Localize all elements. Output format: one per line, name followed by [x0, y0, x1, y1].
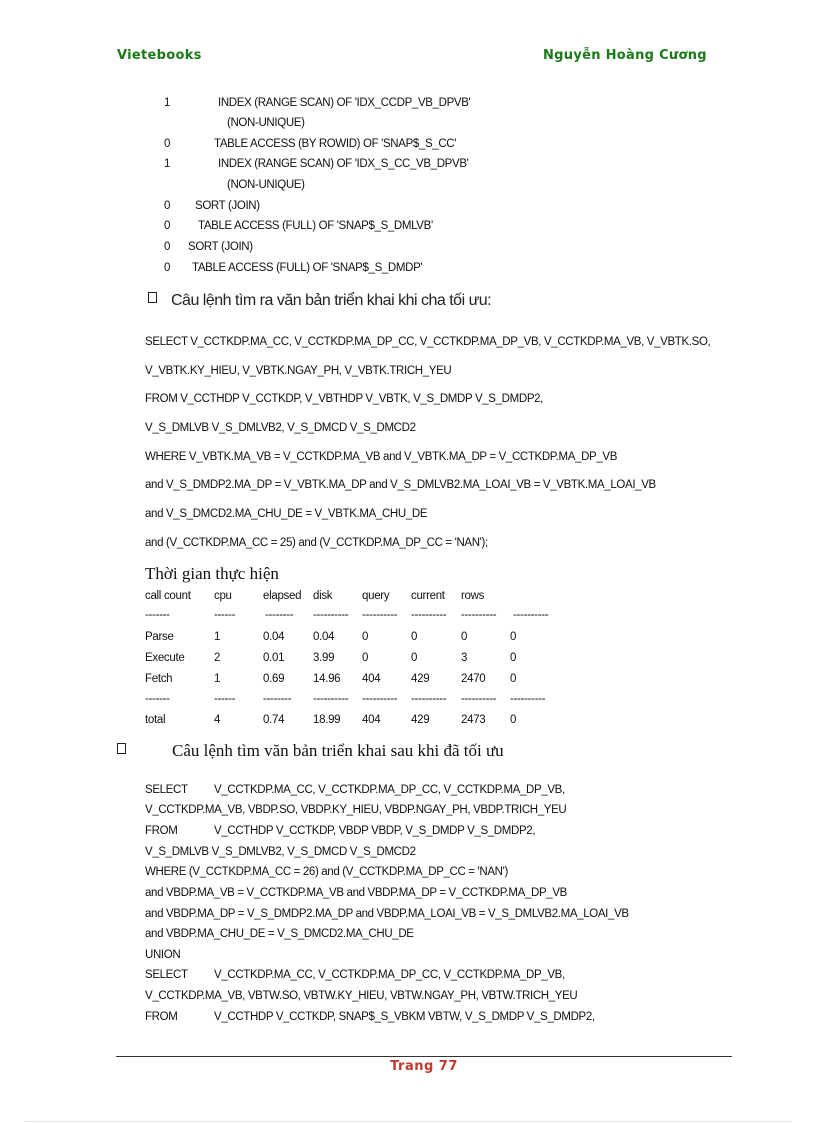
stats-dash: ---------- [313, 609, 349, 621]
stats-total-cell: 404 [362, 714, 381, 726]
stats-cell: 2 [214, 652, 221, 664]
stats-dash: ---------- [362, 609, 398, 621]
plan-step: (NON-UNIQUE) [227, 117, 305, 129]
stats-total-cell: 0 [510, 714, 517, 726]
plan-num: 0 [164, 200, 171, 212]
stats-cell: 404 [362, 673, 381, 685]
plan-num: 0 [164, 220, 171, 232]
stats-total-cell: 0.74 [263, 714, 285, 726]
stats-total-cell: 4 [214, 714, 221, 726]
stats-cell: 0 [461, 631, 468, 643]
query2-line: V_S_DMLVB V_S_DMLVB2, V_S_DMCD V_S_DMCD2 [145, 846, 416, 858]
stats-cell: 0 [362, 652, 369, 664]
stats-dash: ---------- [513, 609, 549, 621]
stats-cell: 429 [411, 673, 430, 685]
plan-num: 0 [164, 241, 171, 253]
plan-num: 0 [164, 138, 171, 150]
stats-cell: 0 [510, 631, 517, 643]
footer-divider [116, 1056, 732, 1057]
plan-step: (NON-UNIQUE) [227, 179, 305, 191]
query2-line: and VBDP.MA_CHU_DE = V_S_DMCD2.MA_CHU_DE [145, 928, 414, 940]
stats-cell: 1 [214, 673, 221, 685]
stats-cell: 0 [510, 673, 517, 685]
stats-dash: ---------- [313, 693, 349, 705]
query1-line: FROM V_CCTHDP V_CCTKDP, V_VBTHDP V_VBTK, V_S_DMDP V_S_DMDP2, [145, 393, 544, 405]
section1-title: Câu lệnh tìm ra văn bản triển khai khi cha tối ưu: [171, 292, 492, 309]
stats-cell: 0 [411, 652, 418, 664]
stats-dash: ------- [145, 609, 170, 621]
stats-dash: ---------- [461, 609, 497, 621]
stats-cell: 0.04 [263, 631, 285, 643]
query2-line: V_CCTKDP.MA_CC, V_CCTKDP.MA_DP_CC, V_CCTKDP.MA_DP_VB, [214, 784, 565, 796]
plan-step: SORT (JOIN) [195, 200, 260, 212]
stats-dash: -------- [265, 609, 294, 621]
query2-line: UNION [145, 949, 181, 961]
plan-step: INDEX (RANGE SCAN) OF 'IDX_CCDP_VB_DPVB' [218, 97, 471, 109]
stats-cell: 0 [411, 631, 418, 643]
query2-line: and VBDP.MA_VB = V_CCTKDP.MA_VB and VBDP.MA_DP = V_CCTKDP.MA_DP_VB [145, 887, 567, 899]
plan-num: 0 [164, 262, 171, 274]
stats-cell: 0 [362, 631, 369, 643]
stats-cell: Fetch [145, 673, 173, 685]
page-edge-divider [24, 1121, 792, 1122]
stats-cell: 3.99 [313, 652, 335, 664]
plan-step: TABLE ACCESS (FULL) OF 'SNAP$_S_DMLVB' [198, 220, 433, 232]
query2-line: and VBDP.MA_DP = V_S_DMDP2.MA_DP and VBDP.MA_LOAI_VB = V_S_DMLVB2.MA_LOAI_VB [145, 908, 629, 920]
stats-dash: ---------- [510, 693, 546, 705]
plan-step: TABLE ACCESS (BY ROWID) OF 'SNAP$_S_CC' [214, 138, 457, 150]
stats-total-cell: 429 [411, 714, 430, 726]
plan-num: 1 [164, 158, 171, 170]
stats-cell: 1 [214, 631, 221, 643]
query2-line: V_CCTKDP.MA_CC, V_CCTKDP.MA_DP_CC, V_CCTKDP.MA_DP_VB, [214, 969, 565, 981]
stats-header: query [362, 590, 390, 602]
stats-cell: 0 [510, 652, 517, 664]
stats-header: rows [461, 590, 485, 602]
stats-header: disk [313, 590, 333, 602]
section2-title: Thời gian thực hiện [145, 564, 279, 583]
stats-dash: -------- [263, 693, 292, 705]
stats-header: elapsed [263, 590, 302, 602]
header-left: Vietebooks [117, 48, 202, 63]
query2-line: WHERE (V_CCTKDP.MA_CC = 26) and (V_CCTKDP.MA_DP_CC = 'NAN') [145, 866, 508, 878]
query2-line: V_CCTKDP.MA_VB, VBDP.SO, VBDP.KY_HIEU, VBDP.NGAY_PH, VBDP.TRICH_YEU [145, 804, 567, 816]
query2-line: V_CCTKDP.MA_VB, VBTW.SO, VBTW.KY_HIEU, VBTW.NGAY_PH, VBTW.TRICH_YEU [145, 990, 578, 1002]
query2-keyword: FROM [145, 1011, 178, 1023]
stats-header: call count [145, 590, 191, 602]
stats-cell: 3 [461, 652, 468, 664]
section3-title: Câu lệnh tìm văn bản triển khai sau khi đã tối ưu [172, 741, 504, 760]
stats-header: cpu [214, 590, 232, 602]
stats-dash: ------ [214, 693, 236, 705]
query1-line: and V_S_DMDP2.MA_DP = V_VBTK.MA_DP and V_S_DMLVB2.MA_LOAI_VB = V_VBTK.MA_LOAI_VB [145, 479, 656, 491]
query1-line: SELECT V_CCTKDP.MA_CC, V_CCTKDP.MA_DP_CC, V_CCTKDP.MA_DP_VB, V_CCTKDP.MA_VB, V_VBTK.SO, [145, 336, 711, 348]
stats-header: current [411, 590, 445, 602]
checkbox-bullet-icon [148, 292, 157, 303]
stats-dash: ---------- [362, 693, 398, 705]
plan-step: INDEX (RANGE SCAN) OF 'IDX_S_CC_VB_DPVB' [218, 158, 469, 170]
stats-total-cell: 18.99 [313, 714, 341, 726]
stats-dash: ---------- [411, 693, 447, 705]
plan-step: SORT (JOIN) [188, 241, 253, 253]
stats-cell: 14.96 [313, 673, 341, 685]
stats-cell: 0.01 [263, 652, 285, 664]
stats-dash: ------- [145, 693, 170, 705]
query2-keyword: FROM [145, 825, 178, 837]
checkbox-bullet-icon [117, 743, 126, 754]
stats-dash: ---------- [461, 693, 497, 705]
plan-num: 1 [164, 97, 171, 109]
query1-line: and V_S_DMCD2.MA_CHU_DE = V_VBTK.MA_CHU_DE [145, 508, 428, 520]
stats-total-cell: total [145, 714, 166, 726]
query2-keyword: SELECT [145, 969, 188, 981]
plan-step: TABLE ACCESS (FULL) OF 'SNAP$_S_DMDP' [192, 262, 423, 274]
stats-cell: Parse [145, 631, 174, 643]
stats-dash: ---------- [411, 609, 447, 621]
query1-line: V_S_DMLVB V_S_DMLVB2, V_S_DMCD V_S_DMCD2 [145, 422, 416, 434]
query1-line: WHERE V_VBTK.MA_VB = V_CCTKDP.MA_VB and V_VBTK.MA_DP = V_CCTKDP.MA_DP_VB [145, 451, 618, 463]
page-number: Trang 77 [390, 1059, 458, 1074]
query2-line: V_CCTHDP V_CCTKDP, SNAP$_S_VBKM VBTW, V_S_DMDP V_S_DMDP2, [214, 1011, 595, 1023]
query1-line: V_VBTK.KY_HIEU, V_VBTK.NGAY_PH, V_VBTK.TRICH_YEU [145, 365, 452, 377]
query2-line: V_CCTHDP V_CCTKDP, VBDP VBDP, V_S_DMDP V_S_DMDP2, [214, 825, 536, 837]
stats-dash: ------ [214, 609, 236, 621]
stats-cell: 2470 [461, 673, 486, 685]
stats-cell: 0.69 [263, 673, 285, 685]
header-right: Nguyễn Hoàng Cương [543, 48, 707, 63]
stats-total-cell: 2473 [461, 714, 486, 726]
query2-keyword: SELECT [145, 784, 188, 796]
stats-cell: 0.04 [313, 631, 335, 643]
query1-line: and (V_CCTKDP.MA_CC = 25) and (V_CCTKDP.MA_DP_CC = 'NAN'); [145, 537, 488, 549]
stats-cell: Execute [145, 652, 185, 664]
